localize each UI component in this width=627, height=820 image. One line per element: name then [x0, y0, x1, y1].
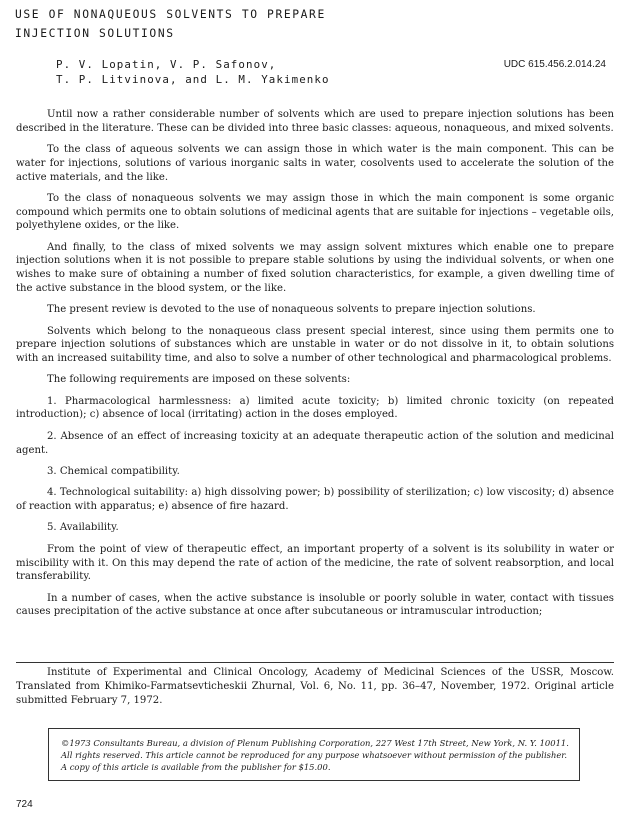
footnote-divider	[16, 662, 614, 663]
article-title-line-1: USE OF NONAQUEOUS SOLVENTS TO PREPARE	[15, 8, 326, 21]
author-line-2: T. P. Litvinova, and L. M. Yakimenko	[56, 73, 330, 86]
udc-code: UDC 615.456.2.014.24	[503, 59, 606, 70]
body-paragraph: To the class of aqueous solvents we can assign those in which water is the main component. This can be water for injections, solutions of various inorganic salts in water, cosolvents used to accelerate the solution of the active materials, and the like.	[16, 144, 614, 183]
requirement-item: 3. Chemical compatibility.	[47, 465, 180, 477]
body-paragraph: In a number of cases, when the active substance is insoluble or poorly soluble in water, contact with tissues causes precipitation of the active substance at once after subcutaneous or intramuscular introduction;	[16, 592, 614, 618]
requirement-item: 4. Technological suitability: a) high dissolving power; b) possibility of sterilization; c) low viscosity; d) absence of reaction with apparatus; e) absence of fire hazard.	[16, 487, 614, 513]
affiliation-footnote	[16, 666, 614, 708]
article-body	[16, 108, 614, 627]
author-list	[56, 57, 330, 87]
body-paragraph: The present review is devoted to the use of nonaqueous solvents to prepare injection solutions.	[47, 304, 536, 316]
body-paragraph: From the point of view of therapeutic effect, an important property of a solvent is its solubility in water or miscibility with it. On this may depend the rate of action of the medicine, the rate of solvent reabsorption, and local transferability.	[16, 543, 614, 583]
requirement-item: 2. Absence of an effect of increasing toxicity at an adequate therapeutic action of the solution and medicinal agent.	[16, 430, 614, 456]
copyright-box	[48, 728, 580, 781]
body-paragraph: Solvents which belong to the nonaqueous class present special interest, since using them permits one to prepare injection solutions of substances which are unstable in water or do not dissolve in it, to obtain solutions with an increased suitability time, and also to solve a number of other technological and pharmacological problems.	[16, 325, 614, 364]
body-paragraph: The following requirements are imposed on these solvents:	[47, 374, 351, 386]
page-number: 724	[16, 799, 33, 810]
requirement-item: 5. Availability.	[47, 522, 119, 534]
body-paragraph: To the class of nonaqueous solvents we may assign those in which the main component is some organic compound which permits one to obtain solutions of medicinal agents that are suitable for injections – vegetable oils, polyethylene oxides, or the like.	[16, 192, 614, 232]
article-title-line-2: INJECTION SOLUTIONS	[15, 27, 175, 40]
article-title	[15, 5, 326, 43]
body-paragraph: And finally, to the class of mixed solvents we may assign solvent mixtures which enable one to prepare injection solutions when it is not possible to prepare stable solutions by using the individual solvents, or when one wishes to make sure of obtaining a number of fixed solution characteristics, for example, a given dwelling time of the active substance in the blood system, or the like.	[16, 241, 614, 294]
author-line-1: P. V. Lopatin, V. P. Safonov,	[56, 58, 277, 71]
requirement-item: 1. Pharmacological harmlessness: a) limited acute toxicity; b) limited chronic toxicity (on repeated introduction); c) absence of local (irritating) action in the doses employed.	[16, 395, 614, 421]
body-paragraph: Until now a rather considerable number of solvents which are used to prepare injection solutions has been described in the literature. These can be divided into three basic classes: aqueous, nonaqueous, and mixed solvents.	[16, 109, 614, 134]
copyright-text: ©1973 Consultants Bureau, a division of Plenum Publishing Corporation, 227 West 17th Street, New York, N. Y. 10011. All rights reserved. This article cannot be reproduced for any purpose whatsoever without permission of the publisher. A copy of this article is available from the publisher for $15.00.	[61, 738, 569, 772]
affiliation-text: Institute of Experimental and Clinical Oncology, Academy of Medicinal Sciences of the USSR, Moscow. Translated from Khimiko-Farmatsevticheskii Zhurnal, Vol. 6, No. 11, pp. 36–47, November, 1972. Original article submitted February 7, 1972.	[16, 667, 614, 706]
